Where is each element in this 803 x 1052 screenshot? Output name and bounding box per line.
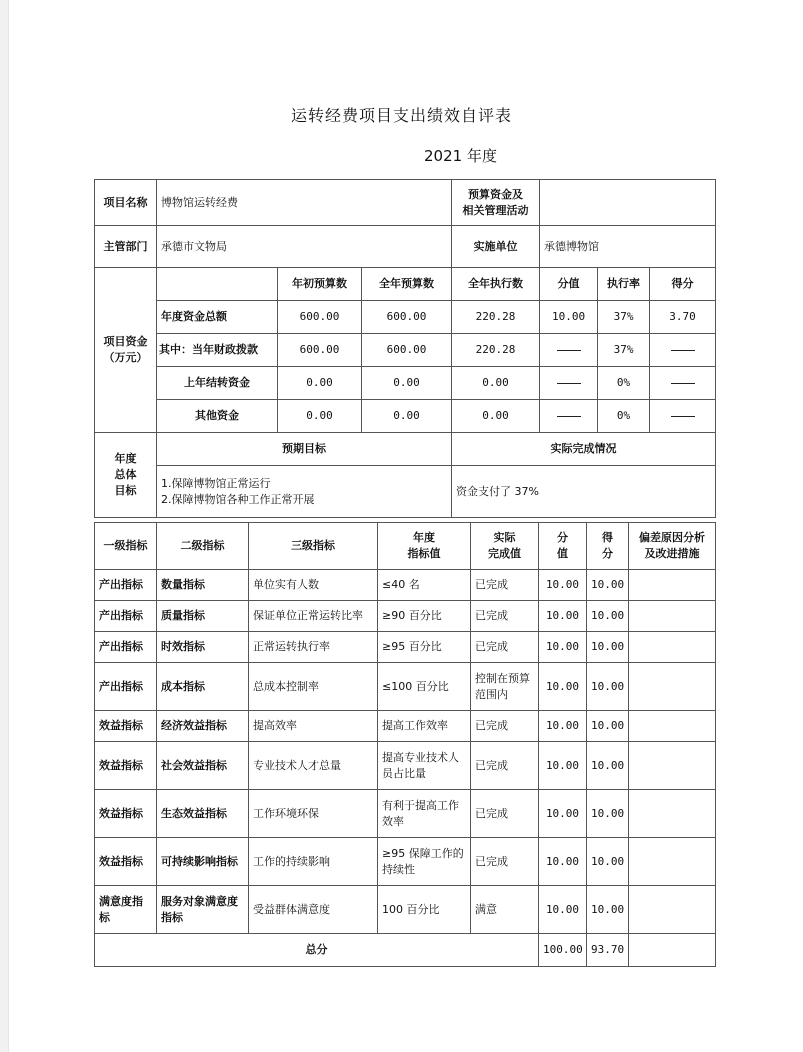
indicators-header-score — [587, 523, 629, 570]
funds-executed: 0.00 — [452, 400, 540, 433]
indicator-score: 10.00 — [587, 742, 629, 790]
indicator-level1: 产出指标 — [95, 663, 157, 711]
indicators-header-level2: 二级指标 — [157, 523, 249, 570]
impl-label: 实施单位 — [452, 226, 540, 268]
indicator-score-value: 10.00 — [539, 632, 587, 663]
funds-row-label: 其他资金 — [157, 400, 278, 433]
page-edge — [0, 0, 9, 1052]
indicator-row — [95, 838, 716, 886]
funds-row-label: 其中：当年财政拨款 — [157, 334, 278, 367]
indicator-actual: 控制在预算范围内 — [471, 663, 539, 711]
indicator-score: 10.00 — [587, 632, 629, 663]
indicators-header-score-value-line2: 值 — [557, 547, 568, 560]
indicator-level3: 保证单位正常运转比率 — [249, 601, 378, 632]
funds-label-line2: （万元） — [103, 351, 148, 364]
dash-mark — [557, 350, 581, 351]
indicator-level3: 受益群体满意度 — [249, 886, 378, 934]
funds-executed: 220.28 — [452, 334, 540, 367]
indicator-actual: 已完成 — [471, 742, 539, 790]
funds-executed: 0.00 — [452, 367, 540, 400]
funds-rate: 0% — [598, 400, 650, 433]
funds-score-value-dash — [540, 400, 598, 433]
indicator-actual: 已完成 — [471, 632, 539, 663]
funds-rate: 37% — [598, 334, 650, 367]
dash-mark — [557, 416, 581, 417]
indicator-target: 提高工作效率 — [378, 711, 471, 742]
indicator-target: ≤100 百分比 — [378, 663, 471, 711]
funds-full: 0.00 — [362, 367, 452, 400]
funds-score: 3.70 — [650, 301, 716, 334]
indicator-reason — [629, 886, 716, 934]
funds-score-value-dash — [540, 367, 598, 400]
funds-score-dash — [650, 400, 716, 433]
funds-full: 600.00 — [362, 301, 452, 334]
indicator-level2: 时效指标 — [157, 632, 249, 663]
budget-mgmt-label — [452, 180, 540, 226]
funds-row — [95, 400, 716, 433]
total-reason — [629, 934, 716, 967]
indicator-target: ≤40 名 — [378, 570, 471, 601]
dash-mark — [671, 416, 695, 417]
indicator-level1: 效益指标 — [95, 742, 157, 790]
indicator-row — [95, 742, 716, 790]
indicator-level3: 总成本控制率 — [249, 663, 378, 711]
indicator-level1: 效益指标 — [95, 838, 157, 886]
project-info-table — [94, 179, 716, 518]
goals-label-line1: 年度 — [114, 452, 137, 465]
funds-header-full: 全年预算数 — [362, 268, 452, 301]
funds-initial: 0.00 — [278, 400, 362, 433]
total-score: 93.70 — [587, 934, 629, 967]
indicator-row — [95, 632, 716, 663]
funds-initial: 600.00 — [278, 301, 362, 334]
funds-score-value: 10.00 — [540, 301, 598, 334]
funds-label-line1: 项目资金 — [103, 335, 148, 348]
indicator-level3: 提高效率 — [249, 711, 378, 742]
indicator-level1: 满意度指标 — [95, 886, 157, 934]
indicator-level2: 数量指标 — [157, 570, 249, 601]
funds-full: 600.00 — [362, 334, 452, 367]
funds-row-label: 年度资金总额 — [157, 301, 278, 334]
indicator-score-value: 10.00 — [539, 601, 587, 632]
indicator-reason — [629, 632, 716, 663]
budget-mgmt-label-line2: 相关管理活动 — [462, 203, 529, 217]
funds-row — [95, 367, 716, 400]
indicators-header-reason-line1: 偏差原因分析 — [639, 531, 705, 544]
indicator-reason — [629, 711, 716, 742]
indicators-header-actual-line2: 完成值 — [488, 547, 521, 560]
indicators-header-reason-line2: 及改进措施 — [644, 547, 700, 560]
goals-label — [95, 433, 157, 518]
indicator-row — [95, 570, 716, 601]
indicators-header-score-line1: 得 — [602, 531, 613, 544]
indicators-header-score-value — [539, 523, 587, 570]
indicator-actual: 已完成 — [471, 790, 539, 838]
funds-executed: 220.28 — [452, 301, 540, 334]
funds-rate: 37% — [598, 301, 650, 334]
indicator-level3: 单位实有人数 — [249, 570, 378, 601]
indicator-reason — [629, 663, 716, 711]
funds-row-label: 上年结转资金 — [157, 367, 278, 400]
fiscal-year: 2021 年度 — [424, 147, 497, 165]
indicator-target: ≥95 保障工作的持续性 — [378, 838, 471, 886]
funds-header-executed: 全年执行数 — [452, 268, 540, 301]
funds-header-rate: 执行率 — [598, 268, 650, 301]
indicators-header-score-value-line1: 分 — [557, 531, 568, 544]
budget-mgmt-value — [540, 180, 716, 226]
indicator-score: 10.00 — [587, 886, 629, 934]
funds-full: 0.00 — [362, 400, 452, 433]
dept-label: 主管部门 — [95, 226, 157, 268]
indicators-header-level1: 一级指标 — [95, 523, 157, 570]
indicator-score: 10.00 — [587, 711, 629, 742]
indicator-level3: 工作的持续影响 — [249, 838, 378, 886]
budget-mgmt-label-line1: 预算资金及 — [468, 187, 524, 201]
goals-label-line3: 目标 — [114, 484, 137, 497]
indicator-level1: 效益指标 — [95, 711, 157, 742]
indicator-level1: 产出指标 — [95, 601, 157, 632]
funds-header-score: 得分 — [650, 268, 716, 301]
indicator-reason — [629, 790, 716, 838]
indicator-score-value: 10.00 — [539, 838, 587, 886]
funds-score-value-dash — [540, 334, 598, 367]
funds-initial: 0.00 — [278, 367, 362, 400]
goals-expected-header: 预期目标 — [157, 433, 452, 466]
project-name-label: 项目名称 — [95, 180, 157, 226]
goals-actual-header: 实际完成情况 — [452, 433, 716, 466]
indicator-score-value: 10.00 — [539, 663, 587, 711]
indicator-level3: 工作环境环保 — [249, 790, 378, 838]
indicator-level2: 可持续影响指标 — [157, 838, 249, 886]
goals-expected-line2: 2.保障博物馆各种工作正常开展 — [161, 492, 315, 506]
indicator-target: 提高专业技术人员占比量 — [378, 742, 471, 790]
indicators-header-actual-line1: 实际 — [493, 531, 516, 544]
dash-mark — [557, 383, 581, 384]
dash-mark — [671, 383, 695, 384]
indicator-level2: 质量指标 — [157, 601, 249, 632]
impl-value: 承德博物馆 — [540, 226, 716, 268]
indicator-target: 100 百分比 — [378, 886, 471, 934]
dash-mark — [671, 350, 695, 351]
indicator-score-value: 10.00 — [539, 742, 587, 790]
indicator-level1: 效益指标 — [95, 790, 157, 838]
total-label: 总分 — [95, 934, 539, 967]
indicator-row — [95, 886, 716, 934]
funds-row — [95, 301, 716, 334]
indicator-score: 10.00 — [587, 663, 629, 711]
indicator-score: 10.00 — [587, 570, 629, 601]
funds-header-blank — [157, 268, 278, 301]
indicator-actual: 已完成 — [471, 570, 539, 601]
indicator-level3: 专业技术人才总量 — [249, 742, 378, 790]
indicator-actual: 已完成 — [471, 601, 539, 632]
indicators-header-target — [378, 523, 471, 570]
indicator-score: 10.00 — [587, 601, 629, 632]
indicator-level2: 生态效益指标 — [157, 790, 249, 838]
indicators-header-level3: 三级指标 — [249, 523, 378, 570]
indicator-row — [95, 790, 716, 838]
funds-rate: 0% — [598, 367, 650, 400]
total-value: 100.00 — [539, 934, 587, 967]
indicators-header-reason — [629, 523, 716, 570]
indicator-row — [95, 711, 716, 742]
funds-score-dash — [650, 334, 716, 367]
indicator-level1: 产出指标 — [95, 570, 157, 601]
indicator-level2: 成本指标 — [157, 663, 249, 711]
indicators-header-actual — [471, 523, 539, 570]
goals-actual: 资金支付了 37% — [452, 466, 716, 518]
indicator-score: 10.00 — [587, 790, 629, 838]
funds-initial: 600.00 — [278, 334, 362, 367]
indicators-body — [95, 570, 716, 934]
goals-expected-line1: 1.保障博物馆正常运行 — [161, 476, 271, 490]
indicator-level2: 社会效益指标 — [157, 742, 249, 790]
dept-value: 承德市文物局 — [157, 226, 452, 268]
funds-header-initial: 年初预算数 — [278, 268, 362, 301]
funds-score-dash — [650, 367, 716, 400]
indicator-actual: 已完成 — [471, 838, 539, 886]
indicator-score-value: 10.00 — [539, 790, 587, 838]
indicator-row — [95, 663, 716, 711]
indicator-reason — [629, 742, 716, 790]
indicator-level2: 经济效益指标 — [157, 711, 249, 742]
indicators-header-target-line2: 指标值 — [407, 547, 441, 560]
indicator-score-value: 10.00 — [539, 570, 587, 601]
funds-label — [95, 268, 157, 433]
indicator-level1: 产出指标 — [95, 632, 157, 663]
indicator-actual: 已完成 — [471, 711, 539, 742]
funds-row — [95, 334, 716, 367]
indicator-score-value: 10.00 — [539, 886, 587, 934]
indicators-header-target-line1: 年度 — [413, 531, 435, 544]
project-name: 博物馆运转经费 — [157, 180, 452, 226]
page-title: 运转经费项目支出绩效自评表 — [290, 106, 512, 125]
indicator-level2: 服务对象满意度指标 — [157, 886, 249, 934]
indicator-target: 有利于提高工作效率 — [378, 790, 471, 838]
indicator-reason — [629, 601, 716, 632]
indicator-target: ≥95 百分比 — [378, 632, 471, 663]
indicator-score: 10.00 — [587, 838, 629, 886]
goals-label-line2: 总体 — [114, 468, 137, 481]
indicator-level3: 正常运转执行率 — [249, 632, 378, 663]
indicators-table — [94, 522, 716, 967]
goals-expected — [157, 466, 452, 518]
indicator-reason — [629, 838, 716, 886]
indicators-header-score-line2: 分 — [602, 547, 613, 560]
indicator-target: ≥90 百分比 — [378, 601, 471, 632]
indicator-actual: 满意 — [471, 886, 539, 934]
indicator-score-value: 10.00 — [539, 711, 587, 742]
indicator-reason — [629, 570, 716, 601]
funds-header-score-value: 分值 — [540, 268, 598, 301]
indicator-row — [95, 601, 716, 632]
